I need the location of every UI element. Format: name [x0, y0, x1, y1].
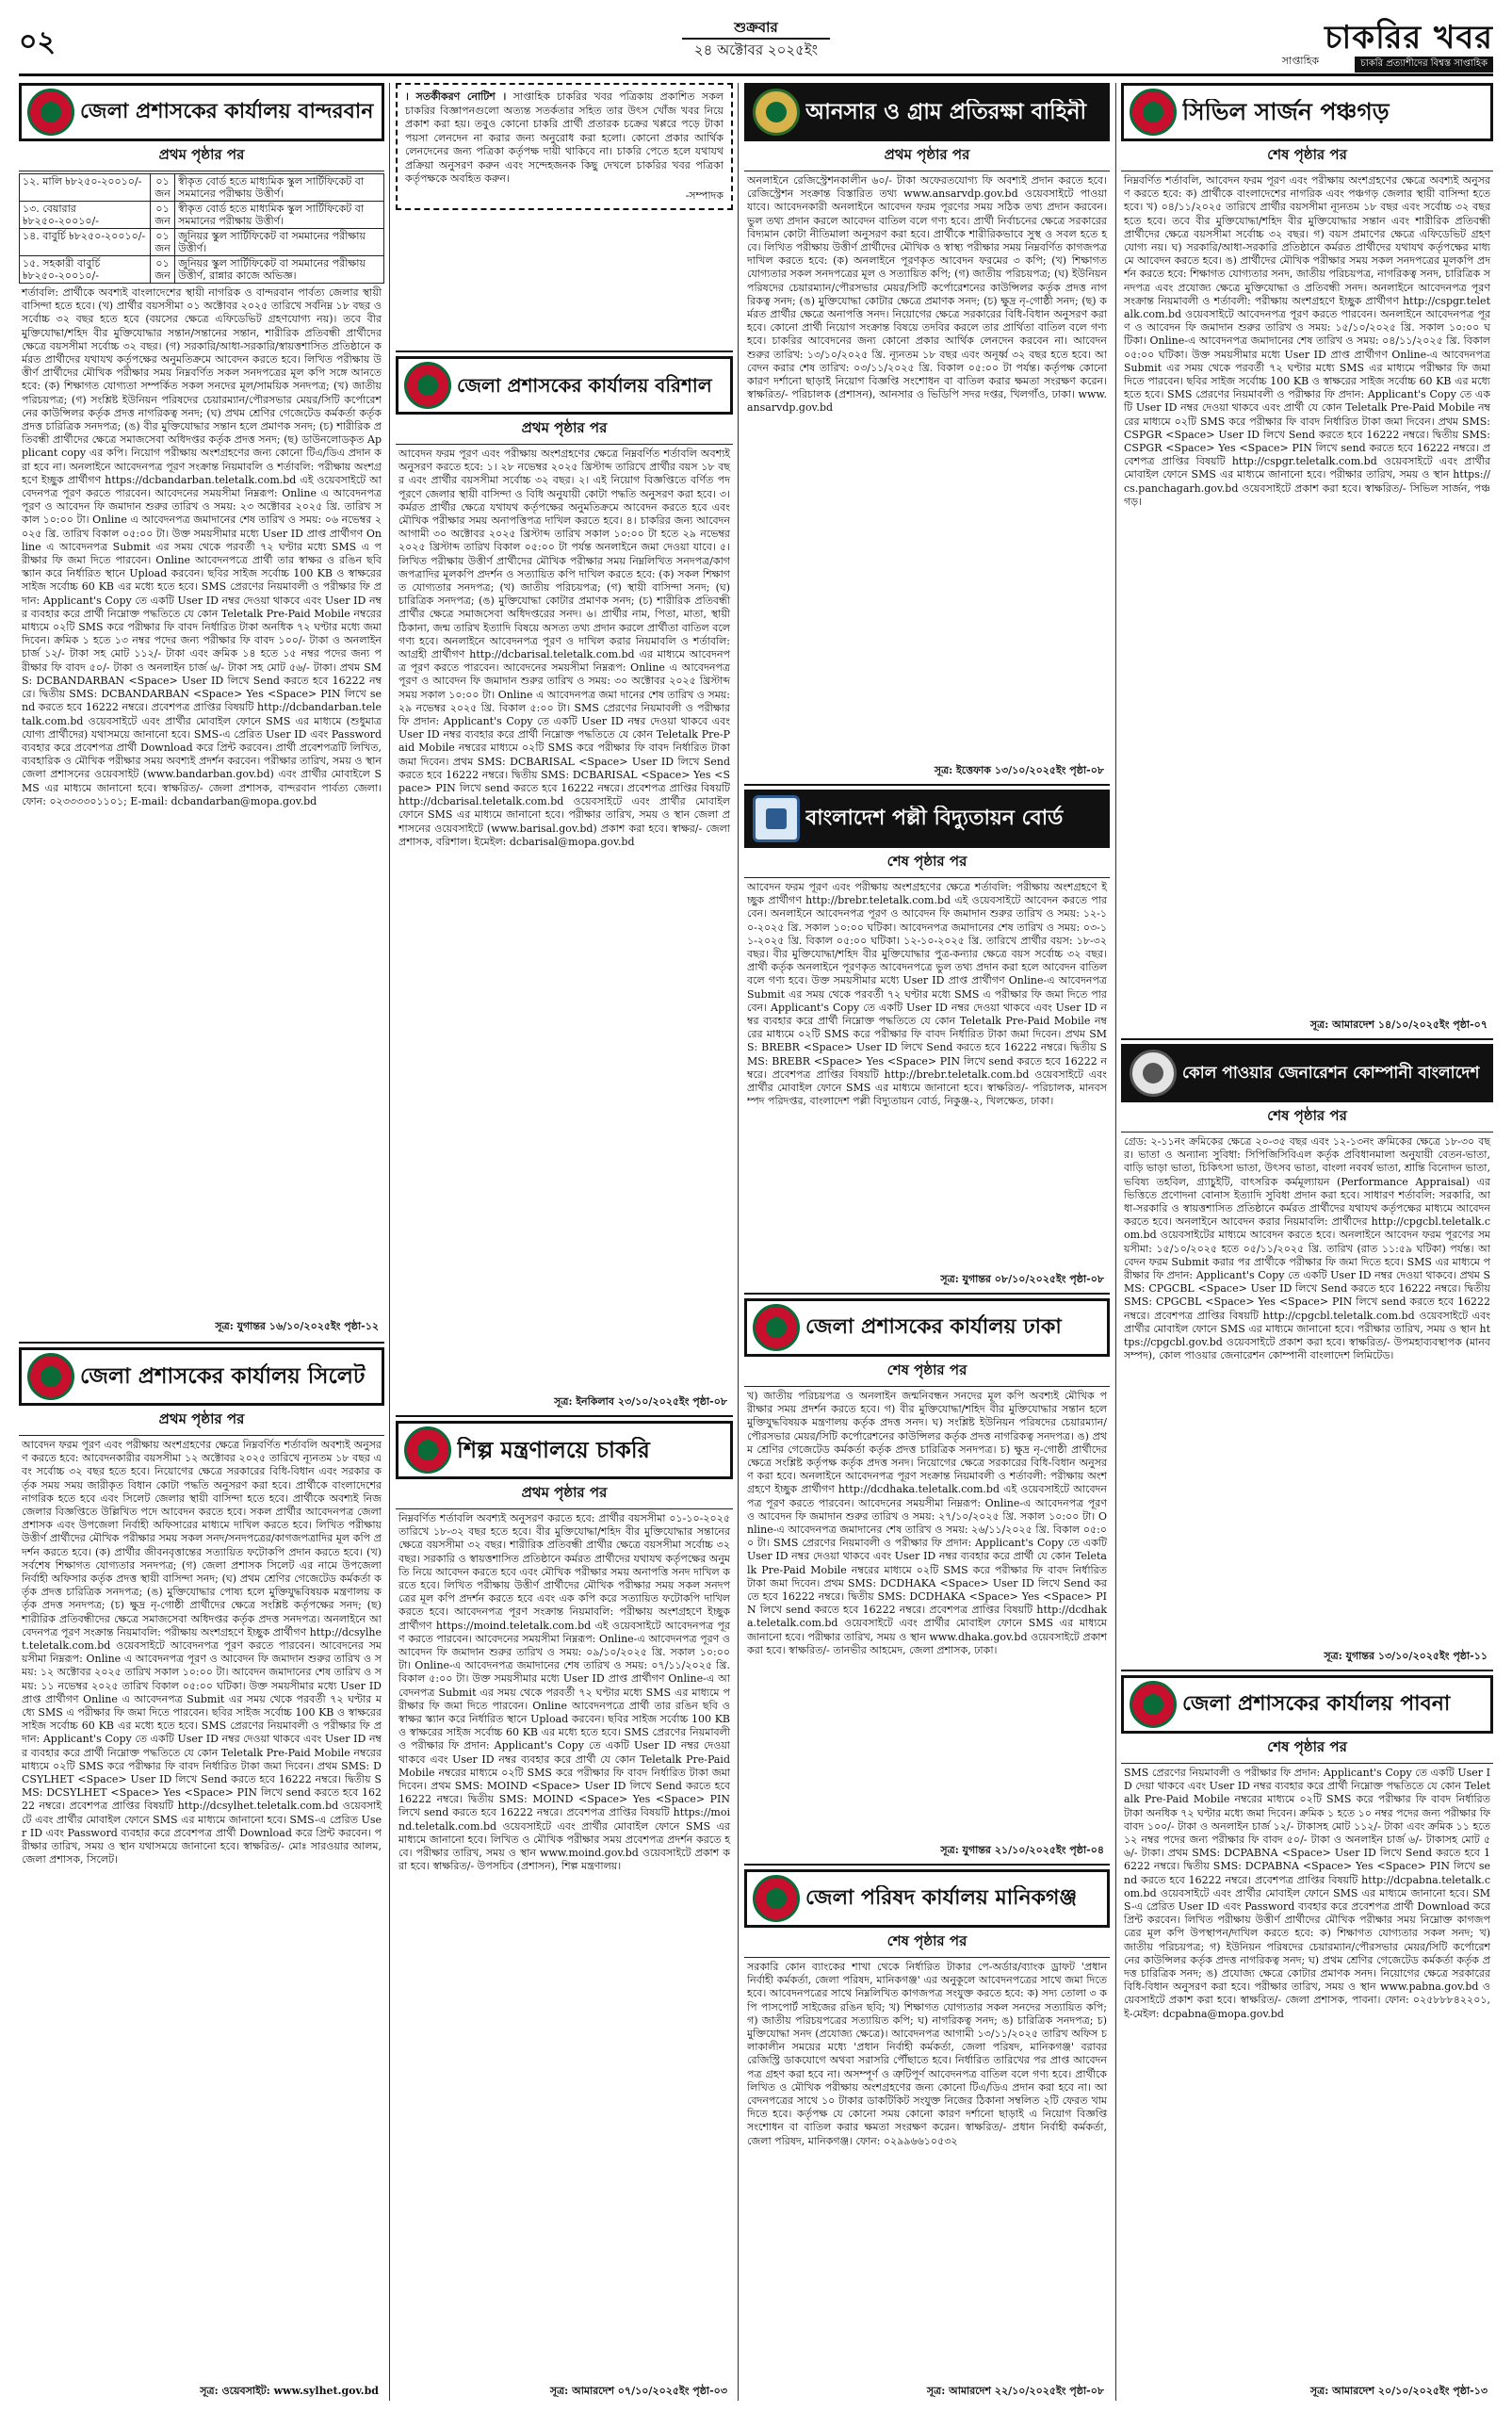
issue-date-text: ২৪ অক্টোবর ২০২৫ইং	[693, 41, 819, 58]
ad-dc-pabna	[1121, 1675, 1493, 2401]
ad-body: খ) জাতীয় পরিচয়পত্র ও অনলাইন জন্মনিবন্ধন সনদের মূল কপি অবশ্যই মৌখিক পরীক্ষার সময় প্রদর্শন করতে হবে। গ) বীর মুক্তিযোদ্ধা/শহিদ বীর মুক্তিযোদ্ধার সন্তান হলে মুক্তিযুদ্ধবিষয়ক মন্ত্রণালয় কর্তৃক প্রদত্ত সনদ। ঘ) সংশ্লিষ্ট ইউনিয়ন পরিষদের চেয়ারম্যান/পৌরসভার মেয়র/সিটি কর্পোরেশনের কাউন্সিলর কর্তৃক প্রদত্ত নাগরিকত্ব সনদপত্র। ঙ) প্রথম শ্রেণির গেজেটেড কর্মকর্তা কর্তৃক প্রদত্ত চারিত্রিক সনদপত্র। চ) ক্ষুদ্র নৃ-গোষ্ঠী প্রার্থীদের ক্ষেত্রে সংশ্লিষ্ট কর্তৃপক্ষ কর্তৃক প্রদত্ত সনদ। নিয়োগের ক্ষেত্রে সরকারের বিধি-বিধান অনুসরণ করা হবে। অনলাইনে আবেদনপত্র পূরণ সংক্রান্ত নিয়মাবলী ও শর্তাবলী: পরীক্ষায় অংশগ্রহণে ইচ্ছুক প্রার্থীগণ http://dcdhaka.teletalk.com.bd এই ওয়েবসাইটে আবেদনপত্র পূরণ করতে পারবেন। আবেদনের সময়সীমা নিম্নরূপ: Online-এ আবেদনপত্র পূরণ ও আবেদন ফি জমাদান শুরুর তারিখ ও সময়: ২৭/১০/২০২৫ খ্রি. সকাল ১০:০০ টা। Online-এ আবেদনপত্র জমাদানের শেষ তারিখ ও সময়: ২৬/১১/২০২৫ খ্রি. বিকাল ০৫:০০ টা। SMS প্রেরণের নিয়মাবলী ও পরীক্ষার ফি প্রদান: Applicant's Copy তে একটি User ID নম্বর দেওয়া থাকবে এবং User ID নম্বর ব্যবহার করে প্রার্থী যে কোন Teletalk Pre-Paid Mobile নম্বরের মাধ্যমে ০২টি SMS করে পরীক্ষার ফি বাবদ নির্ধারিত টাকা জমা দিবেন। প্রথম SMS: DCDHAKA <Space> User ID লিখে Send করতে হবে 16222 নম্বরে। দ্বিতীয় SMS: DCDHAKA <Space> Yes <Space> PIN লিখে send করতে হবে 16222 নম্বরে। প্রবেশপত্র প্রাপ্তির বিষয়টি http://dcdhaka.teletalk.com.bd ওয়েবসাইটে এবং প্রার্থীর মোবাইল ফোনে SMS এর মাধ্যমে জানানো হবে। পরীক্ষার তারিখ, সময় ও স্থান www.dhaka.gov.bd ওয়েবসাইটে প্রকাশ করা হবে। স্বাক্ষরিত/- তানভীর আহমেদ, জেলা প্রশাসক, ঢাকা।	[747, 1390, 1107, 1656]
table-row	[20, 202, 384, 229]
column-3	[744, 83, 1110, 2401]
ad-body: নিম্নবর্ণিত শর্তাবলি, আবেদন ফরম পূরণ এবং পরীক্ষায় অংশগ্রহণের ক্ষেত্রে অবশ্যই অনুসরণ করতে হবে: ক) প্রার্থীকে বাংলাদেশের নাগরিক এবং পঞ্চগড় জেলার স্থায়ী বাসিন্দা হতে হবে। খ) ০৪/১১/২০২৫ তারিখে প্রার্থীর বয়সসীমা ন্যূনতম ১৮ বছর এবং সর্বোচ্চ ৩২ বছর হতে হবে। তবে বীর মুক্তিযোদ্ধা/শহিদ বীর মুক্তিযোদ্ধার সন্তান এবং শারীরিক প্রতিবন্ধী প্রার্থীদের ক্ষেত্রে বয়সসীমা সর্বোচ্চ ৩২ বছর। গ) বয়স প্রমাণের ক্ষেত্রে এফিডেভিট গ্রহণযোগ্য নয়। ঘ) সরকারি/আধা-সরকারি প্রতিষ্ঠানে কর্মরত প্রার্থীদের যথাযথ কর্তৃপক্ষের মাধ্যমে আবেদন করতে হবে। ঙ) প্রার্থীদের মৌখিক পরীক্ষার সময় সকল সনদপত্রের মূলকপি প্রদর্শন করতে হবে: শিক্ষাগত যোগ্যতার সনদ, জাতীয় পরিচয়পত্র, নাগরিকত্ব সনদ, চারিত্রিক সনদপত্র এবং প্রযোজ্য ক্ষেত্রে মুক্তিযোদ্ধা ও প্রতিবন্ধী সনদ। অনলাইনে আবেদনপত্র পূরণ সংক্রান্ত নিয়মাবলী ও শর্তাবলী: পরীক্ষায় অংশগ্রহণে ইচ্ছুক প্রার্থীগণ http://cspgr.teletalk.com.bd ওয়েবসাইটে আবেদনপত্র পূরণ করতে পারবেন। অনলাইনে আবেদনপত্র পূরণ ও আবেদন ফি জমাদান শুরুর তারিখ ও সময়: ১৫/১০/২০২৫ খ্রি. সকাল ১০:০০ ঘটিকা। Online-এ আবেদনপত্র জমাদানের শেষ তারিখ ও সময়: ০৪/১১/২০২৫ খ্রি. বিকাল ০৫:০০ ঘটিকা। উক্ত সময়সীমার মধ্যে User ID প্রাপ্ত প্রার্থীগণ Online-এ আবেদনপত্র Submit এর সময় থেকে পরবর্তী ৭২ ঘণ্টার মধ্যে SMS এর মাধ্যমে পরীক্ষার ফি জমা দিতে পারবেন। ছবির সাইজ সর্বোচ্চ 100 KB ও স্বাক্ষরের সাইজ সর্বোচ্চ 60 KB এর মধ্যে হতে হবে। SMS প্রেরণের নিয়মাবলী ও পরীক্ষার ফি প্রদান: Applicant's Copy তে একটি User ID নম্বর দেওয়া থাকবে এবং প্রার্থী যে কোন Teletalk Pre-Paid Mobile নম্বরের মাধ্যমে ০২টি SMS করে পরীক্ষার ফি বাবদ নির্ধারিত টাকা জমা দিবেন। প্রথম SMS: CSPGR <Space> User ID লিখে Send করতে হবে 16222 নম্বরে। দ্বিতীয় SMS: CSPGR <Space> Yes <Space> PIN লিখে send করতে হবে 16222 নম্বরে। প্রবেশপত্র প্রাপ্তির বিষয়টি http://cspgr.teletalk.com.bd ওয়েবসাইটে এবং প্রার্থীর মোবাইল ফোনে SMS এর মাধ্যমে জানানো হবে। পরীক্ষার তারিখ, সময় ও স্থান https://cs.panchagarh.gov.bd ওয়েবসাইটে প্রকাশ করা হবে। স্বাক্ষরিত/- সিভিল সার্জন, পঞ্চগড়।	[1124, 174, 1490, 508]
table-row	[20, 256, 384, 284]
bd-govt-emblem-icon	[404, 1426, 451, 1474]
masthead	[19, 13, 1493, 73]
ad-source: সূত্র: আমারদেশ ১৪/১০/২০২৫ইং পৃষ্ঠা-০৭	[1307, 1017, 1488, 1035]
post-name: ১৪. বাবুর্চি ৳৮২৫০-২০০১০/-	[20, 229, 151, 256]
ad-coal-power-generation	[1121, 1044, 1493, 1666]
continued-label: প্রথম পৃষ্ঠার পর	[744, 141, 1110, 171]
bd-govt-emblem-icon	[753, 1875, 800, 1922]
breb-logo-icon	[753, 795, 800, 842]
ad-title: কোল পাওয়ার জেনারেশন কোম্পানী বাংলাদেশ	[1182, 1064, 1480, 1083]
continued-label: শেষ পৃষ্ঠার পর	[1121, 141, 1493, 171]
ad-separator	[744, 784, 1110, 786]
ad-dc-sylhet	[19, 1347, 384, 2401]
masthead-rule	[19, 73, 1493, 76]
bd-govt-emblem-icon	[1130, 1681, 1177, 1728]
post-name: ১২. মালি ৳৮২৫০-২০০১০/-	[20, 174, 151, 202]
ad-dc-barishal	[396, 356, 733, 1411]
ad-body: নিম্নবর্ণিত শর্তাবলি অবশ্যই অনুসরণ করতে হবে: প্রার্থীর বয়সসীমা ০১-১০-২০২৫ তারিখে ১৮-৩২ বছর হতে হবে। বীর মুক্তিযোদ্ধা/শহিদ বীর মুক্তিযোদ্ধার সন্তানের ক্ষেত্রে বয়সসীমা ৩২ বছর। শারীরিক প্রতিবন্ধী প্রার্থীর ক্ষেত্রে বয়সসীমা সর্বোচ্চ ৩২ বছর। সরকারি ও স্বায়ত্তশাসিত প্রতিষ্ঠানে কর্মরত প্রার্থীদের যথাযথ কর্তৃপক্ষের অনুমতি নিয়ে আবেদন করতে হবে এবং মৌখিক পরীক্ষার সময় অনাপত্তি সনদ দাখিল করতে হবে। লিখিত পরীক্ষায় উত্তীর্ণ প্রার্থীদের মৌখিক পরীক্ষার সময় সকল সনদপত্রের মূল কপি প্রদর্শন করতে হবে এবং এক কপি করে সত্যায়িত ফটোকপি দাখিল করতে হবে। আবেদনপত্র পূরণ সংক্রান্ত নিয়মাবলি: পরীক্ষায় অংশগ্রহণে ইচ্ছুক প্রার্থীগণ https://moind.teletalk.com.bd এই ওয়েবসাইটে আবেদনপত্র পূরণ করতে পারবেন। আবেদনের সময়সীমা নিম্নরূপ: Online-এ আবেদনপত্র পূরণ ও আবেদন ফি জমাদান শুরুর তারিখ ও সময়: ০৯/১০/২০২৫ খ্রি. সকাল ১০:০০ টা। Online-এ আবেদনপত্র জমাদানের শেষ তারিখ ও সময়: ০৭/১১/২০২৫ খ্রি. বিকাল ৫:০০ টা। উক্ত সময়সীমার মধ্যে User ID প্রাপ্ত প্রার্থীগণ Online-এ আবেদনপত্র Submit এর সময় থেকে পরবর্তী ৭২ ঘণ্টার মধ্যে SMS এর মাধ্যমে পরীক্ষার ফি জমা দিতে পারবেন। Online আবেদনপত্রে প্রার্থী তার রঙিন ছবি ও স্বাক্ষর স্ক্যান করে নির্ধারিত স্থানে Upload করবেন। ছবির সাইজ সর্বোচ্চ 100 KB ও স্বাক্ষরের সাইজ সর্বোচ্চ 60 KB এর মধ্যে হতে হবে। SMS প্রেরণের নিয়মাবলী ও পরীক্ষার ফি প্রদান: Applicant's Copy তে একটি User ID নম্বর দেওয়া থাকবে এবং User ID নম্বর ব্যবহার করে প্রার্থী যে কোন Teletalk Pre-Paid Mobile নম্বরের মাধ্যমে ০২টি SMS করে পরীক্ষার ফি বাবদ নির্ধারিত টাকা জমা দিবেন। প্রথম SMS: MOIND <Space> User ID লিখে Send করতে হবে 16222 নম্বরে। দ্বিতীয় SMS: MOIND <Space> Yes <Space> PIN লিখে send করতে হবে 16222 নম্বরে। প্রবেশপত্র প্রাপ্তির বিষয়টি https://moind.teletalk.com.bd ওয়েবসাইটে এবং প্রার্থীর মোবাইল ফোনে SMS এর মাধ্যমে জানানো হবে। লিখিত ও মৌখিক পরীক্ষার সময় প্রবেশপত্র প্রদর্শন করতে হবে। পরীক্ষার তারিখ, সময় ও স্থান www.moind.gov.bd ওয়েবসাইটে প্রকাশ করা হবে। স্বাক্ষরিত/- উপসচিব (প্রশাসন), শিল্প মন্ত্রণালয়।	[398, 1512, 730, 1873]
post-name: ১৫. সহকারী বাবুর্চি ৳৮২৫০-২০০১০/-	[20, 256, 151, 284]
continued-label: শেষ পৃষ্ঠার পর	[1121, 1734, 1493, 1764]
ad-body: আবেদন ফরম পূরণ এবং পরীক্ষায় অংশগ্রহণের ক্ষেত্রে নিম্নবর্ণিত শর্তাবলি অবশ্যই অনুসরণ করতে হবে: ১। ২৮ নভেম্বর ২০২৫ খ্রিস্টাব্দ তারিখে প্রার্থীর বয়স ১৮ বছর এবং প্রার্থীর বয়সসীমা সর্বোচ্চ ৩২ বছর। ২। এই নিয়োগ বিজ্ঞপ্তিতে বর্ণিত পদ পূরণে জেলার স্থায়ী বাসিন্দা ও বিধি অনুযায়ী কোটা পদ্ধতি অনুসরণ করা হবে। ৩। কর্মরত প্রার্থীর ক্ষেত্রে যথাযথ কর্তৃপক্ষের অনুমতিক্রমে আবেদন করতে হবে এবং মৌখিক পরীক্ষার সময় অনাপত্তিপত্র দাখিল করতে হবে। ৪। চাকরির জন্য আবেদন আগামী ৩০ অক্টোবর ২০২৫ খ্রিস্টাব্দ তারিখ সকাল ১০:০০ টা হতে ২৯ নভেম্বর ২০২৫ খ্রিস্টাব্দ তারিখ বিকাল ০৫:০০ টা পর্যন্ত অনলাইনে জমা দেওয়া যাবে। ৫। লিখিত পরীক্ষায় উত্তীর্ণ প্রার্থীদের মৌখিক পরীক্ষার সময় নিম্নলিখিত সনদপত্র/কাগজপত্রাদির মূলকপি প্রদর্শন ও সত্যায়িত কপি দাখিল করতে হবে: (ক) সকল শিক্ষাগত যোগ্যতার সনদপত্র; (খ) জাতীয় পরিচয়পত্র; (গ) স্থায়ী বাসিন্দা সনদ; (ঘ) চারিত্রিক সনদপত্র; (ঙ) মুক্তিযোদ্ধা কোটার প্রমাণক সনদ; (চ) শারীরিক প্রতিবন্ধী প্রার্থীর ক্ষেত্রে সমাজসেবা অধিদপ্তরের সনদ। ৬। প্রার্থীর নাম, পিতা, মাতা, স্থায়ী ঠিকানা, জন্ম তারিখ ইত্যাদি বিষয়ে অসত্য তথ্য প্রদান করলে প্রার্থীতা বাতিল বলে গণ্য হবে। অনলাইনে আবেদনপত্র পূরণ ও দাখিল করার নিয়মাবলি ও শর্তাবলি: আগ্রহী প্রার্থীগণ http://dcbarisal.teletalk.com.bd এর মাধ্যমে আবেদনপত্র পূরণ করতে পারবেন। আবেদনের সময়সীমা নিম্নরূপ: Online এ আবেদনপত্র পূরণ ও আবেদন ফি জমাদান শুরুর তারিখ ও সময়: ৩০ অক্টোবর ২০২৫ খ্রিস্টাব্দ সময় সকাল ১০:০০ টা। Online এ আবেদনপত্র জমা দানের শেষ তারিখ ও সময়: ২৯ নভেম্বর ২০২৫ খ্রি. বিকাল ৫:০০ টা। SMS প্রেরণের নিয়মাবলী ও পরীক্ষার ফি প্রদান: Applicant's Copy তে একটি User ID নম্বর দেওয়া থাকবে এবং User ID নম্বর ব্যবহার করে প্রার্থী নিম্নোক্ত পদ্ধতিতে যে কোন Teletalk Pre-Paid Mobile নম্বরের মাধ্যমে ০২টি SMS করে পরীক্ষার ফি বাবদ নির্ধারিত টাকা জমা দিবেন। প্রথম SMS: DCBARISAL <Space> User ID লিখে Send করতে হবে 16222 নম্বরে। দ্বিতীয় SMS: DCBARISAL <Space> Yes <Space> PIN লিখে send করতে হবে 16222 নম্বরে। প্রবেশপত্র প্রাপ্তির বিষয়টি http://dcbarisal.teletalk.com.bd ওয়েবসাইটে এবং প্রার্থীর মোবাইল ফোনে SMS এর মাধ্যমে জানানো হবে। পরীক্ষার তারিখ, সময় ও স্থান জেলা প্রশাসনের ওয়েবসাইটে (www.barisal.gov.bd) প্রকাশ করা হবে। স্বাক্ষর/- জেলা প্রশাসক, বরিশাল। ইমেইল: dcbarisal@mopa.gov.bd	[398, 448, 730, 848]
ad-body: SMS প্রেরণের নিয়মাবলী ও পরীক্ষার ফি প্রদান: Applicant's Copy তে একটি User ID দেয়া থাকবে এবং User ID নম্বর ব্যবহার করে প্রার্থী নিম্নোক্ত পদ্ধতিতে যে কোন Teletalk Pre-Paid Mobile নম্বরের মাধ্যমে ০২টি SMS করে পরীক্ষার ফি বাবদ নির্ধারিত টাকা অনধিক ৭২ ঘণ্টার মধ্যে জমা দিবেন। ক্রমিক ১ হতে ১০ নম্বর পদের জন্য পরীক্ষার ফি বাবদ ১০০/- টাকা ও অনলাইন চার্জ ১২/- টাকাসহ মোট ১১২/- টাকা এবং ক্রমিক ১১ হতে ১২ নম্বর পদের জন্য পরীক্ষার ফি বাবদ ৫০/- টাকা ও অনলাইন চার্জ ৬/- টাকাসহ মোট ৫৬/- টাকা। প্রথম SMS: DCPABNA <Space> User ID লিখে Send করতে হবে 16222 নম্বরে। দ্বিতীয় SMS: DCPABNA <Space> Yes <Space> PIN লিখে send করতে হবে 16222 নম্বরে। প্রবেশপত্র প্রাপ্তির বিষয়টি http://dcpabna.teletalk.com.bd ওয়েবসাইটে এবং প্রার্থীর মোবাইল ফোনে SMS এর মাধ্যমে জানানো হবে। SMS-এ প্রেরিত User ID এবং Password ব্যবহার করে প্রবেশপত্র প্রার্থী Download করে প্রিন্ট করবেন। লিখিত পরীক্ষায় উত্তীর্ণ প্রার্থীদের মৌখিক পরীক্ষার সময় নিম্নোক্ত কাগজপত্রের মূল কপি উপস্থাপন/দাখিল করতে হবে: ক) শিক্ষাগত যোগ্যতার সকল সনদ; খ) জাতীয় পরিচয়পত্র; গ) ইউনিয়ন পরিষদের চেয়ারম্যান/পৌরসভার মেয়র/সিটি কর্পোরেশনের কাউন্সিলর কর্তৃক প্রদত্ত নাগরিকত্ব সনদ; ঘ) প্রথম শ্রেণির গেজেটেড কর্মকর্তা কর্তৃক প্রদত্ত চারিত্রিক সনদ; ঙ) প্রযোজ্য ক্ষেত্রে কোটার প্রমাণক সনদ। নিয়োগের ক্ষেত্রে সরকারের বিধি-বিধান অনুসরণ করা হবে। পরীক্ষার তারিখ, সময় ও স্থান www.pabna.gov.bd ওয়েবসাইটে প্রকাশ করা হবে। স্বাক্ষরিত/- জেলা প্রশাসক, পাবনা। ফোন: ০২৫৮৮৮৪২২০১, ই-মেইল: dcpabna@mopa.gov.bd	[1124, 1767, 1490, 2020]
ad-ansar-vdp	[744, 83, 1110, 780]
ad-banner	[744, 83, 1110, 141]
bd-govt-emblem-icon	[404, 362, 451, 409]
post-qualification: জুনিয়র স্কুল সার্টিফিকেট বা সমমানের পরীক্ষায় উত্তীর্ণ।	[175, 229, 384, 256]
ad-source: সূত্র: ইত্তেফাক ১৩/১০/২০২৫ইং পৃষ্ঠা-০৮	[931, 762, 1104, 780]
ad-separator	[744, 1293, 1110, 1295]
brand-name: চাকরির খবর	[1325, 19, 1493, 57]
ad-banner	[1121, 1044, 1493, 1102]
ad-source: সূত্র: আমারদেশ ২২/১০/২০২৫ইং পৃষ্ঠা-০৮	[923, 2383, 1104, 2401]
cpgcbl-logo-icon	[1130, 1050, 1177, 1097]
ad-body: শর্তাবলি: প্রার্থীকে অবশ্যই বাংলাদেশের স্থায়ী নাগরিক ও বান্দরবান পার্বত্য জেলার স্থায়ী বাসিন্দা হতে হবে। (খ) প্রার্থীর বয়সসীমা ০১ অক্টোবর ২০২৫ তারিখে সর্বনিম্ন ১৮ বছর ও সর্বোচ্চ ৩২ বছর হতে হবে (বয়সের ক্ষেত্রে এফিডেভিট গ্রহণযোগ্য নয়)। তবে বীর মুক্তিযোদ্ধা/শহিদ বীর মুক্তিযোদ্ধার সন্তান/সন্তানের সন্তান, শারীরিক প্রতিবন্ধী প্রার্থীদের ক্ষেত্রে বয়সসীমা সর্বোচ্চ ৩২ বছর। (গ) সরকারি/আধা-সরকারি/স্বায়ত্তশাসিত প্রতিষ্ঠানে কর্মরত প্রার্থীদের যথাযথ কর্তৃপক্ষের অনুমতিক্রমে আবেদন করতে হবে। লিখিত পরীক্ষায় উত্তীর্ণ প্রার্থীদের মৌখিক পরীক্ষার সময় নিম্নবর্ণিত সকল সনদপত্রের মূল কপি সঙ্গে আনতে হবে: (ক) শিক্ষাগত যোগ্যতা সম্পর্কিত সকল সনদের মূল/সাময়িক সনদপত্র; (খ) জাতীয় পরিচয়পত্র; (গ) সংশ্লিষ্ট ইউনিয়ন পরিষদের চেয়ারম্যান/পৌরসভার মেয়র/সিটি কর্পোরেশনের কাউন্সিলর কর্তৃক প্রদত্ত নাগরিকত্ব সনদ; (ঘ) প্রথম শ্রেণির গেজেটেড কর্মকর্তা কর্তৃক প্রদত্ত চারিত্রিক সনদপত্র; (ঙ) বীর মুক্তিযোদ্ধার সন্তান হলে প্রমাণক সনদ; (চ) শারীরিক প্রতিবন্ধী প্রার্থীদের ক্ষেত্রে সমাজসেবা অধিদপ্তর কর্তৃক প্রদত্ত সনদ; (ছ) ডাউনলোডকৃত Applicant copy এর কপি। নিয়োগ পরীক্ষায় অংশগ্রহণের জন্য কোনো টিএ/ডিএ প্রদান করা হবে না। অনলাইনে আবেদনপত্র পূরণ সংক্রান্ত নিয়মাবলি ও শর্তাবলি: পরীক্ষায় অংশগ্রহণে ইচ্ছুক প্রার্থীগণ https://dcbandarban.teletalk.com.bd এই ওয়েবসাইটে আবেদনপত্র পূরণ করতে পারবেন। আবেদনের সময়সীমা নিম্নরূপ: Online এ আবেদনপত্র পূরণ ও আবেদন ফি জমাদান শুরুর তারিখ ও সময়: ২৩ অক্টোবর ২০২৫ খ্রি. তারিখ সকাল ১০:০০ টা। Online এ আবেদনপত্র জমাদানের শেষ তারিখ ও সময়: ০৬ নভেম্বর ২০২৫ খ্রি. তারিখ বিকাল ০৫:০০ টা। উক্ত সময়সীমার মধ্যে User ID প্রাপ্ত প্রার্থীগণ Online এ আবেদনপত্র Submit এর সময় থেকে পরবর্তী ৭২ ঘণ্টার মধ্যে SMS এ পরীক্ষার ফি জমা দিতে পারবেন। Online আবেদনপত্রে প্রার্থী তার স্বাক্ষর ও রঙিন ছবি স্ক্যান করে নির্ধারিত স্থানে Upload করবেন। ছবির সাইজ সর্বোচ্চ 100 KB ও স্বাক্ষরের সাইজ সর্বোচ্চ 60 KB এর মধ্যে হতে হবে। SMS প্রেরণের নিয়মাবলী ও পরীক্ষার ফি প্রদান: Applicant's Copy তে একটি User ID নম্বর দেওয়া থাকবে এবং User ID নম্বর ব্যবহার করে প্রার্থী নিম্নোক্ত পদ্ধতিতে যে কোন Teletalk Pre-Paid Mobile নম্বরের মাধ্যমে ০২টি SMS করে পরীক্ষার ফি বাবদ নির্ধারিত টাকা অনধিক ৭২ ঘণ্টার মধ্যে জমা দিবেন। ক্রমিক ১ হতে ১৩ নম্বর পদের জন্য পরীক্ষার ফি বাবদ ১০০/- টাকা ও অনলাইন চার্জ ১২/- টাকা সহ মোট ১১২/- টাকা এবং ক্রমিক ১৪ হতে ১৫ নম্বর পদের জন্য পরীক্ষার ফি বাবদ ৫০/- টাকা ও অনলাইন চার্জ ৬/- টাকা সহ মোট ৫৬/- টাকা। প্রথম SMS: DCBANDARBAN <Space> User ID লিখে Send করতে হবে 16222 নম্বরে। দ্বিতীয় SMS: DCBANDARBAN <Space> Yes <Space> PIN লিখে send করতে হবে 16222 নম্বরে। প্রবেশপত্র প্রাপ্তির বিষয়টি http://dcbandarban.teletalk.com.bd ওয়েবসাইটে এবং প্রার্থীর মোবাইল ফোনে SMS এর মাধ্যমে (শুধুমাত্র যোগ্য প্রার্থীদের) যথাসময়ে জানানো হবে। SMS-এ প্রেরিত User ID এবং Password ব্যবহার করে প্রবেশপত্র প্রার্থী Download করে প্রিন্ট করবেন। প্রার্থী প্রবেশপত্রটি লিখিত, ব্যবহারিক ও মৌখিক পরীক্ষার সময় অবশ্যই প্রদর্শন করবেন। পরীক্ষার তারিখ, সময় ও স্থান জেলা প্রশাসনের ওয়েবসাইট (www.bandarban.gov.bd) এবং প্রার্থীর মোবাইলে SMS এর মাধ্যমে জানানো হবে। স্বাক্ষরিত/- জেলা প্রশাসক, বান্দরবান পার্বত্য জেলা। ফোন: ০২৩৩৩৩০১১০১; E-mail: dcbandarban@mopa.gov.bd	[22, 286, 382, 807]
ad-separator	[744, 1864, 1110, 1866]
ad-banner	[396, 1421, 733, 1479]
ad-source: সূত্র: আমারদেশ ২০/১০/২০২৫ইং পৃষ্ঠা-১৩	[1307, 2383, 1488, 2401]
post-qualification: স্বীকৃত বোর্ড হতে মাধ্যমিক স্কুল সার্টিফিকেট বা সমমানের পরীক্ষায় উত্তীর্ণ।	[175, 202, 384, 229]
ad-dc-bandarban	[19, 83, 384, 1336]
ad-banner	[744, 1869, 1110, 1928]
ad-separator	[396, 350, 733, 352]
column-divider	[389, 83, 390, 2401]
ad-civil-surgeon-panchagarh	[1121, 83, 1493, 1035]
continued-label: প্রথম পৃষ্ঠার পর	[396, 1479, 733, 1509]
ad-breb	[744, 790, 1110, 1289]
table-row	[20, 229, 384, 256]
column-4	[1121, 83, 1493, 2401]
ad-title: সিভিল সার্জন পঞ্চগড়	[1182, 99, 1390, 125]
ad-dc-dhaka	[744, 1298, 1110, 1860]
ad-banner	[744, 790, 1110, 848]
post-qualification: স্বীকৃত বোর্ড হতে মাধ্যমিক স্কুল সার্টিফিকেট বা সমমানের পরীক্ষায় উত্তীর্ণ।	[175, 174, 384, 202]
bd-govt-emblem-icon	[27, 89, 74, 136]
brand-logo	[1274, 13, 1493, 67]
ad-separator	[1121, 1670, 1493, 1671]
ad-title: জেলা প্রশাসকের কার্যালয় বরিশাল	[457, 374, 712, 397]
page-number: ০২	[19, 25, 57, 58]
ad-body: আবেদন ফরম পূরণ এবং পরীক্ষায় অংশগ্রহণের ক্ষেত্রে শর্তাবলি: পরীক্ষায় অংশগ্রহণে ইচ্ছুক প্রার্থীগণ http://brebr.teletalk.com.bd এই ওয়েবসাইটে আবেদন করতে পারবেন। অনলাইনে আবেদনপত্র পূরণ ও আবেদন ফি জমাদান শুরুর তারিখ ও সময়: ১২-১০-২০২৫ খ্রি. সকাল ১০:০০ ঘটিকা। আবেদনপত্র জমাদানের শেষ তারিখ ও সময়: ০৩-১১-২০২৫ খ্রি. বিকাল ০৫:০০ ঘটিকা। ১২-১০-২০২৫ খ্রি. তারিখে প্রার্থীর বয়স: ১৮-৩২ বছর। বীর মুক্তিযোদ্ধা/শহিদ বীর মুক্তিযোদ্ধার পুত্র-কন্যার ক্ষেত্রে বয়স সর্বোচ্চ ৩২ বছর। প্রার্থী কর্তৃক অনলাইনে পূরণকৃত আবেদনপত্রে ভুল তথ্য প্রদান করা হলে আবেদন বাতিল বলে গণ্য হবে। উক্ত সময়সীমার মধ্যে User ID প্রাপ্ত প্রার্থীগণ Online-এ আবেদনপত্র Submit এর সময় থেকে পরবর্তী ৭২ ঘণ্টার মধ্যে SMS এ পরীক্ষার ফি জমা দিতে পারবেন। Applicant's Copy তে একটি User ID নম্বর দেওয়া থাকবে এবং User ID নম্বর ব্যবহার করে প্রার্থী নিম্নোক্ত পদ্ধতিতে যে কোন Teletalk Pre-Paid Mobile নম্বরের মাধ্যমে ০২টি SMS করে পরীক্ষার ফি বাবদ নির্ধারিত টাকা জমা দিবেন। প্রথম SMS: BREBR <Space> User ID লিখে Send করতে হবে 16222 নম্বরে। দ্বিতীয় SMS: BREBR <Space> Yes <Space> PIN লিখে send করতে হবে 16222 নম্বরে। প্রবেশপত্র প্রাপ্তির বিষয়টি http://brebr.teletalk.com.bd ওয়েবসাইটে এবং প্রার্থীর মোবাইল ফোনে SMS এর মাধ্যমে জানানো হবে। স্বাক্ষরিত/- পরিচালক, মানবসম্পদ পরিদপ্তর, বাংলাদেশ পল্লী বিদ্যুতায়ন বোর্ড, নিকুঞ্জ-২, খিলক্ষেত, ঢাকা।	[747, 881, 1107, 1108]
brand-tag: সাপ্তাহিক	[1281, 55, 1320, 67]
ad-separator	[396, 1415, 733, 1417]
post-count: ০১ জন	[151, 174, 175, 202]
notice-signature: -সম্পাদক	[685, 188, 723, 202]
notice-text: সাপ্তাহিক চাকরির খবর পত্রিকায় প্রকাশিত সকল চাকরির বিজ্ঞাপনগুলো অত্যন্ত সতর্কতার সহিত তার উৎস খোঁজ খবর নিয়ে প্রকাশ করা হয়। তবুও কোনো চাকরি প্রার্থী প্রতারক চক্রের খপ্পরে পড়ে টাকা পয়সা লেনদেন না করার জন্য অনুরোধ করা হলো। কোনো প্রকার আর্থিক লেনদেনের জন্য পত্রিকা কর্তৃপক্ষ দায়ী থাকিবে না। চাকরি পেতে হলে যথাযথ প্রক্রিয়া অনুসরণ করুন এবং সন্দেহজনক কিছু দেখলে চাকরির খবর পত্রিকা কর্তৃপক্ষকে অবহিত করুন।	[405, 90, 723, 185]
post-qualification: জুনিয়র স্কুল সার্টিফিকেট বা সমমানের পরীক্ষায় উত্তীর্ণ, রান্নার কাজে অভিজ্ঞ।	[175, 256, 384, 284]
ad-banner	[1121, 83, 1493, 141]
post-name: ১৩. বেয়ারার ৳৮২৫০-২০০১০/-	[20, 202, 151, 229]
issue-date	[659, 17, 853, 60]
ad-banner	[744, 1298, 1110, 1357]
ad-body: আবেদন ফরম পূরণ এবং পরীক্ষায় অংশগ্রহণের ক্ষেত্রে নিম্নবর্ণিত শর্তাবলি অবশ্যই অনুসরণ করতে হবে: আবেদনকারীর বয়সসীমা ১২ অক্টোবর ২০২৫ তারিখে ন্যূনতম ১৮ বছর এবং সর্বোচ্চ ৩২ বছর হতে হবে। নিয়োগের ক্ষেত্রে সরকারের বিধি-বিধান এবং সরকার কর্তৃক সময় সময় জারীকৃত বিধান কোটা পদ্ধতি অনুসরণ করা হবে। প্রার্থীকে বাংলাদেশের নাগরিক হতে হবে এবং সিলেট জেলার স্থায়ী বাসিন্দা হতে হবে। প্রার্থীকে অবশ্যই নিজ জেলার বিজ্ঞপ্তিতে উল্লিখিত পদে আবেদন করতে হবে। সকল প্রার্থীর আবেদনপত্র জেলা প্রশাসক এবং উপজেলা নির্বাহী অফিসারের মাধ্যমে দাখিল করতে হবে। লিখিত পরীক্ষায় উত্তীর্ণ প্রার্থীদের মৌখিক পরীক্ষার সময় সকল সনদ/সনদপত্রের/কাগজপত্রাদির মূল কপি প্রদর্শন করতে হবে। (ক) প্রার্থীর জীবনবৃত্তান্তের সত্যায়িত ফটোকপি প্রদান করতে হবে। (খ) সর্বশেষ শিক্ষাগত যোগ্যতার সনদপত্র; (গ) জেলা প্রশাসক সিলেট এর নামে উপজেলা নির্বাহী অফিসার কর্তৃক প্রদত্ত স্থায়ী বাসিন্দা সনদ; (ঘ) প্রথম শ্রেণির গেজেটেড কর্মকর্তা কর্তৃক প্রদত্ত চারিত্রিক সনদপত্র; (ঙ) মুক্তিযোদ্ধার পোষ্য হলে মুক্তিযুদ্ধবিষয়ক মন্ত্রণালয় কর্তৃক প্রদত্ত সনদপত্র; (চ) ক্ষুদ্র নৃ-গোষ্ঠী প্রার্থীদের ক্ষেত্রে সংশ্লিষ্ট কর্তৃপক্ষের সনদ; (ছ) শারীরিক প্রতিবন্ধীদের ক্ষেত্রে সমাজসেবা অধিদপ্তর কর্তৃক প্রদত্ত সনদপত্র। অনলাইনে আবেদনপত্র পূরণ সংক্রান্ত নিয়মাবলি: পরীক্ষায় অংশগ্রহণে ইচ্ছুক প্রার্থীগণ http://dcsylhet.teletalk.com.bd ওয়েবসাইটে আবেদনপত্র পূরণ করতে পারবেন। আবেদনের সময়সীমা নিম্নরূপ: Online এ আবেদনপত্র পূরণ ও আবেদন ফি জমাদান শুরুর তারিখ ও সময়: ১২ অক্টোবর ২০২৫ তারিখ সকাল ১০:০০ টা। আবেদন জমাদানের শেষ তারিখ ও সময়: ১১ নভেম্বর ২০২৫ তারিখ বিকাল ০৫:০০ ঘটিকা। উক্ত সময়সীমার মধ্যে User ID প্রাপ্ত প্রার্থীগণ Online এ আবেদনপত্র Submit এর সময় থেকে পরবর্তী ৭২ ঘণ্টার মধ্যে SMS এ পরীক্ষার ফি জমা দিতে পারবেন। ছবির সাইজ সর্বোচ্চ 100 KB ও স্বাক্ষরের সাইজ সর্বোচ্চ 60 KB এর মধ্যে হতে হবে। SMS প্রেরণের নিয়মাবলী ও পরীক্ষার ফি প্রদান: Applicant's Copy তে একটি User ID নম্বর দেওয়া থাকবে এবং User ID নম্বর ব্যবহার করে প্রার্থী নিম্নোক্ত পদ্ধতিতে যে কোন Teletalk Pre-Paid Mobile নম্বরের মাধ্যমে ০২টি SMS করে পরীক্ষার ফি বাবদ নির্ধারিত টাকা জমা দিবেন। প্রথম SMS: DCSYLHET <Space> User ID লিখে Send করতে হবে 16222 নম্বরে। দ্বিতীয় SMS: DCSYLHET <Space> Yes <Space> PIN লিখে send করতে হবে 16222 নম্বরে। প্রবেশপত্র প্রাপ্তির বিষয়টি http://dcsylhet.teletalk.com.bd ওয়েবসাইটে এবং প্রার্থীর মোবাইল ফোনে SMS এর মাধ্যমে জানানো হবে। SMS-এ প্রেরিত User ID এবং Password ব্যবহার করে প্রবেশপত্র প্রার্থী Download করে প্রিন্ট করবেন। পরীক্ষার তারিখ, সময় ও স্থান যথাসময়ে জানানো হবে। স্বাক্ষরিত/- মোঃ সারওয়ার আলম, জেলা প্রশাসক, সিলেট।	[22, 1439, 382, 1866]
ad-source: সূত্র: যুগান্তর ১৩/১০/২০২৫ইং পৃষ্ঠা-১১	[1320, 1648, 1488, 1666]
column-divider	[1115, 83, 1116, 2401]
ad-separator	[1121, 1038, 1493, 1040]
column-1	[19, 83, 384, 2401]
ad-banner	[19, 1347, 384, 1406]
continued-label: শেষ পৃষ্ঠার পর	[744, 1357, 1110, 1387]
ad-separator	[19, 1342, 384, 1344]
ad-title: বাংলাদেশ পল্লী বিদ্যুতায়ন বোর্ড	[805, 807, 1064, 830]
bd-govt-emblem-icon	[1130, 89, 1177, 136]
bd-govt-emblem-icon	[753, 1304, 800, 1351]
notice-box	[396, 83, 733, 210]
ad-title: জেলা প্রশাসকের কার্যালয় সিলেট	[80, 1364, 366, 1389]
brand-subtitle: চাকরি প্রত্যাশীদের বিশ্বস্ত সাপ্তাহিক	[1355, 57, 1493, 73]
ad-ministry-industries	[396, 1421, 733, 2401]
bd-govt-emblem-icon	[27, 1353, 74, 1400]
ad-title: জেলা প্রশাসকের কার্যালয় ঢাকা	[805, 1315, 1062, 1339]
ad-source: সূত্র: যুগান্তর ০৮/১০/২০২৫ইং পৃষ্ঠা-০৮	[936, 1271, 1104, 1289]
continued-label: শেষ পৃষ্ঠার পর	[1121, 1102, 1493, 1133]
column-divider	[738, 83, 739, 2401]
continued-label: প্রথম পৃষ্ঠার পর	[396, 415, 733, 445]
continued-label: প্রথম পৃষ্ঠার পর	[19, 1406, 384, 1436]
table-row	[20, 174, 384, 202]
post-count: ০১ জন	[151, 202, 175, 229]
post-count: ০১ জন	[151, 256, 175, 284]
ad-banner	[396, 356, 733, 415]
ad-banner	[19, 83, 384, 141]
ad-source: সূত্র: ইনকিলাব ২৩/১০/২০২৫ইং পৃষ্ঠা-০৮	[550, 1393, 727, 1411]
notice-title: । সতর্কীকরণ নোটিশ ।	[405, 90, 507, 103]
column-2	[396, 83, 733, 2401]
ad-source: সূত্র: আমারদেশ ০৭/১০/২০২৫ইং পৃষ্ঠা-০৩	[546, 2383, 727, 2401]
posts-table	[19, 173, 384, 284]
continued-label: প্রথম পৃষ্ঠার পর	[19, 141, 384, 171]
ad-source: সূত্র: ওয়েবসাইট: www.sylhet.gov.bd	[196, 2383, 379, 2401]
ad-body: সরকারি কোন ব্যাংকের শাখা থেকে নির্ধারিত টাকার পে-অর্ডার/ব্যাংক ড্রাফট 'প্রধান নির্বাহী কর্মকর্তা, জেলা পরিষদ, মানিকগঞ্জ' এর অনুকূলে আবেদনপত্রের সাথে জমা দিতে হবে। আবেদনপত্রের সাথে নিম্নলিখিত কাগজপত্র সংযুক্ত করতে হবে: ক) সদ্য তোলা ৩ কপি পাসপোর্ট সাইজের রঙিন ছবি; খ) শিক্ষাগত যোগ্যতার সকল সনদের সত্যায়িত কপি; গ) জাতীয় পরিচয়পত্রের সত্যায়িত কপি; ঘ) নাগরিকত্ব সনদ; ঙ) চারিত্রিক সনদপত্র; চ) মুক্তিযোদ্ধা সনদ (প্রযোজ্য ক্ষেত্রে)। আবেদনপত্র আগামী ১৩/১১/২০২৫ তারিখ অফিস চলাকালীন সময়ের মধ্যে 'প্রধান নির্বাহী কর্মকর্তা, জেলা পরিষদ, মানিকগঞ্জ' বরাবর রেজিস্ট্রি ডাকযোগে অথবা সরাসরি পৌঁছাতে হবে। নির্ধারিত তারিখের পর প্রাপ্ত আবেদনপত্র গ্রহণ করা হবে না। অসম্পূর্ণ ও ত্রুটিপূর্ণ আবেদনপত্র বাতিল বলে গণ্য হবে। প্রার্থীকে লিখিত ও মৌখিক পরীক্ষায় অংশগ্রহণের জন্য কোনো টিএ/ডিএ প্রদান করা হবে না। আবেদনপত্রের সাথে ১০ টাকার ডাকটিকিট সংযুক্ত নিজের ঠিকানা সম্বলিত ২টি ফেরত খাম দিতে হবে। কর্তৃপক্ষ যে কোনো সময় কোনো কারণ দর্শানো ছাড়াই এ নিয়োগ বিজ্ঞপ্তি সংশোধন বা বাতিল করার ক্ষমতা সংরক্ষণ করেন। স্বাক্ষরিত/- প্রধান নির্বাহী কর্মকর্তা, জেলা পরিষদ, মানিকগঞ্জ। ফোন: ০২৯৯৬৬১০৫৩২	[747, 1961, 1107, 2147]
ad-title: জেলা প্রশাসকের কার্যালয় পাবনা	[1182, 1692, 1451, 1716]
ad-source: সূত্র: যুগান্তর ২১/১০/২০২৫ইং পৃষ্ঠা-০৪	[936, 1842, 1104, 1860]
ad-title: আনসার ও গ্রাম প্রতিরক্ষা বাহিনী	[805, 100, 1087, 124]
ad-source: সূত্র: যুগান্তর ১৬/১০/২০২৫ইং পৃষ্ঠা-১২	[211, 1318, 379, 1336]
ad-title: জেলা প্রশাসকের কার্যালয় বান্দরবান	[80, 100, 374, 123]
continued-label: শেষ পৃষ্ঠার পর	[744, 848, 1110, 878]
continued-label: শেষ পৃষ্ঠার পর	[744, 1928, 1110, 1958]
ad-body: অনলাইনে রেজিস্ট্রেশনকালীন ৬০/- টাকা অফেরতযোগ্য ফি অবশ্যই প্রদান করতে হবে। রেজিস্ট্রেশন সংক্রান্ত বিস্তারিত তথ্য www.ansarvdp.gov.bd ওয়েবসাইটে পাওয়া যাবে। আবেদনকারী অনলাইনে আবেদন ফরম পূরণের সময় সঠিক তথ্য প্রদান করবেন। ভুল তথ্য প্রদান করলে আবেদন বাতিল বলে গণ্য হবে। প্রার্থী নির্বাচনের ক্ষেত্রে সরকারের বিদ্যমান কোটা নীতিমালা অনুসরণ করা হবে। প্রার্থীকে শারীরিকভাবে সুস্থ ও সবল হতে হবে। লিখিত পরীক্ষায় উত্তীর্ণ প্রার্থীদের মৌখিক ও স্বাস্থ্য পরীক্ষার সময় নিম্নবর্ণিত কাগজপত্র দাখিল করতে হবে: (ক) অনলাইনে পূরণকৃত আবেদন ফরমের ৩ কপি; (খ) শিক্ষাগত যোগ্যতার সকল সনদপত্রের মূল ও সত্যায়িত কপি; (গ) জাতীয় পরিচয়পত্র; (ঘ) ইউনিয়ন পরিষদের চেয়ারম্যান/পৌরসভার মেয়র/সিটি কর্পোরেশনের কাউন্সিলর কর্তৃক প্রদত্ত নাগরিকত্ব সনদ; (ঙ) মুক্তিযোদ্ধা কোটার ক্ষেত্রে প্রমাণক সনদ; (চ) ক্ষুদ্র নৃ-গোষ্ঠী সনদ; (ছ) কর্মরত প্রার্থীর ক্ষেত্রে অনাপত্তি সনদ। নিয়োগের ক্ষেত্রে সরকারের বিধি-বিধান অনুসরণ করা হবে। কোনো প্রার্থী নিয়োগ সংক্রান্ত বিষয়ে তদবির করলে তার প্রার্থিতা বাতিল বলে গণ্য হবে। চাকরির আবেদনের জন্য কোনো প্রকার আর্থিক লেনদেন করবেন না। আবেদন শুরুর তারিখ: ১৩/১০/২০২৫ খ্রি. ন্যূনতম ১৮ বছর এবং অনূর্ধ্ব ৩২ বছর হতে হবে। আবেদন করার শেষ তারিখ: ০৩/১১/২০২৫ খ্রি. বিকাল ০৫:০০ টা পর্যন্ত। কর্তৃপক্ষ কোনো কারণ দর্শানো ছাড়াই নিয়োগ বিজ্ঞপ্তি সংশোধন বা বাতিল করার ক্ষমতা সংরক্ষণ করেন। স্বাক্ষরিত/- পরিচালক (প্রশাসন), আনসার ও ভিডিপি সদর দপ্তর, খিলগাঁও, ঢাকা। www.ansarvdp.gov.bd	[747, 174, 1107, 415]
ad-banner	[1121, 1675, 1493, 1734]
warning-notice	[396, 83, 733, 347]
ansar-emblem-icon	[753, 89, 800, 136]
issue-day: শুক্রবার	[734, 19, 778, 36]
ad-body: গ্রেড: ২-১১নং ক্রমিকের ক্ষেত্রে ২০-৩৫ বছর এবং ১২-১৩নং ক্রমিকের ক্ষেত্রে ১৮-৩০ বছর। ভাতা ও অন্যান্য সুবিধা: সিপিজিসিবিএল কর্তৃক প্রবিধানমালা অনুযায়ী বেতন-ভাতা, বাড়ি ভাড়া ভাতা, চিকিৎসা ভাতা, উৎসব ভাতা, বাংলা নববর্ষ ভাতা, শ্রান্তি বিনোদন ভাতা, ভবিষ্য তহবিল, গ্র্যাচুইটি, বাৎসরিক কর্মমূল্যায়ন (Performance Appraisal) এর ভিত্তিতে প্রণোদনা বোনাস ইত্যাদি সুবিধা প্রদান করা হবে। সাধারণ শর্তাবলি: সরকারি, আধা-সরকারি ও স্বায়ত্তশাসিত প্রতিষ্ঠানে কর্মরত প্রার্থীদের যথাযথ কর্তৃপক্ষের মাধ্যমে আবেদন করতে হবে। অনলাইনে আবেদন করার নিয়মাবলি: প্রার্থীদের http://cpgcbl.teletalk.com.bd ওয়েবসাইটের মাধ্যমে আবেদন করতে হবে। অনলাইনে আবেদন ফরম পূরণের সময়সীমা: ১৫/১০/২০২৫ হতে ০৫/১১/২০২৫ খ্রি. তারিখ (রাত ১১:৫৯ ঘটিকা) পর্যন্ত। আবেদন ফরম Submit করার পর প্রার্থীকে পরীক্ষার ফি জমা দিতে হবে। SMS এর মাধ্যমে পরীক্ষার ফি প্রদান: Applicant's Copy তে একটি User ID নম্বর দেওয়া থাকবে। প্রথম SMS: CPGCBL <Space> User ID লিখে Send করতে হবে 16222 নম্বরে। দ্বিতীয় SMS: CPGCBL <Space> Yes <Space> PIN লিখে send করতে হবে 16222 নম্বরে। প্রবেশপত্র প্রাপ্তির বিষয়টি http://cpgcbl.teletalk.com.bd ওয়েবসাইটে এবং প্রার্থীর মোবাইল ফোনে SMS এর মাধ্যমে জানানো হবে। পরীক্ষার তারিখ, সময় ও স্থান https://cpgcbl.gov.bd ওয়েবসাইটে প্রকাশ করা হবে। স্বাক্ষরিত/- উপমহাব্যবস্থাপক (মানবসম্পদ), কোল পাওয়ার জেনারেশন কোম্পানী বাংলাদেশ লিমিটেড।	[1124, 1135, 1490, 1362]
ad-title: শিল্প মন্ত্রণালয়ে চাকরি	[457, 1437, 650, 1463]
ad-title: জেলা পরিষদ কার্যালয় মানিকগঞ্জ	[805, 1886, 1078, 1910]
ad-zila-parishad-manikganj	[744, 1869, 1110, 2401]
post-count: ০১ জন	[151, 229, 175, 256]
